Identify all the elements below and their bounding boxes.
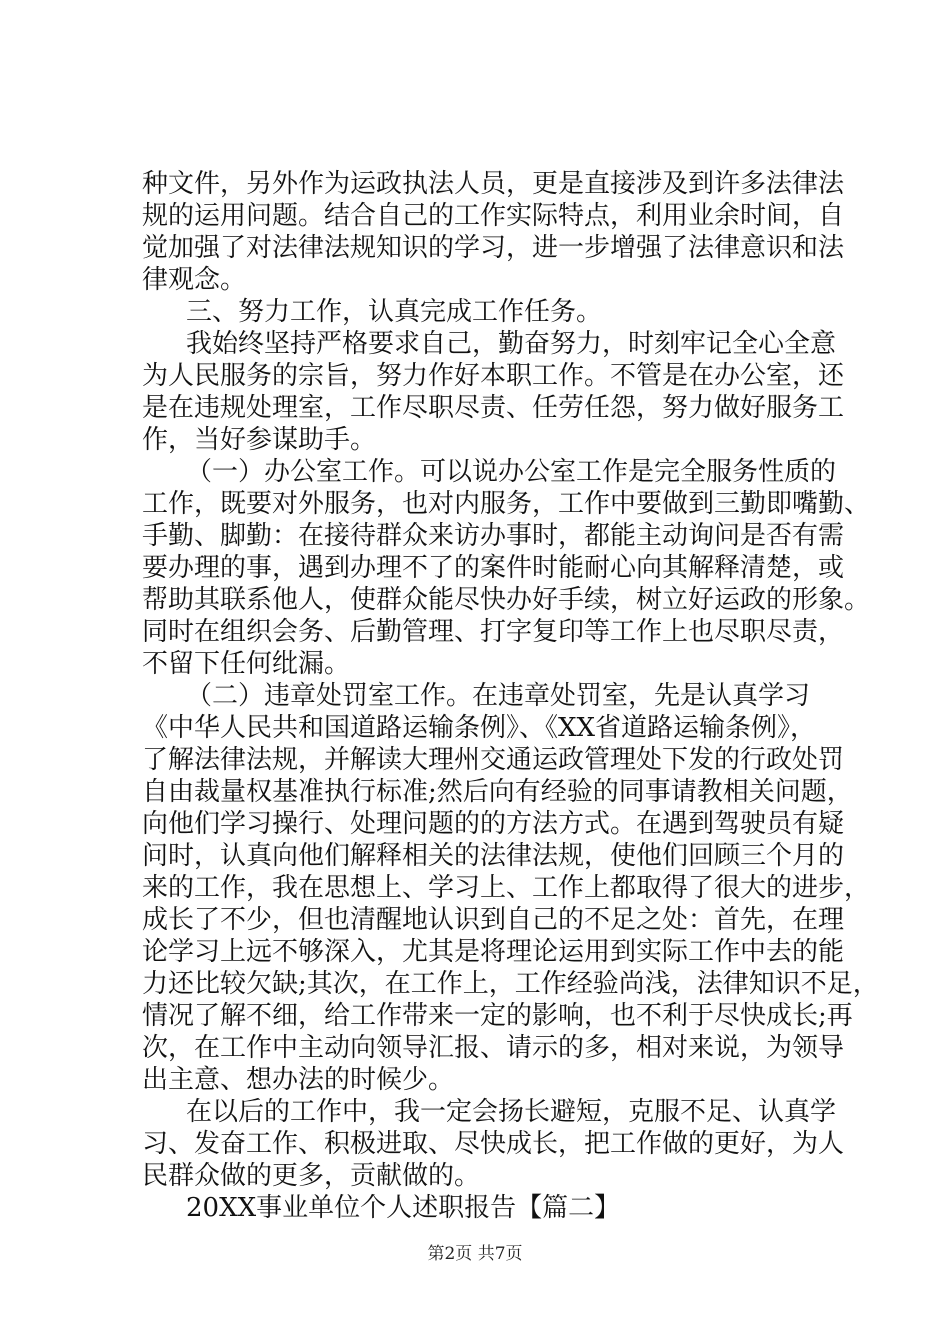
- text-line: 论学习上远不够深入，尤其是将理论运用到实际工作中去的能: [142, 937, 845, 967]
- text-line: 是在违规处理室，工作尽职尽责、任劳任怨，努力做好服务工: [142, 393, 845, 423]
- text-line: （一）办公室工作。可以说办公室工作是完全服务性质的: [186, 457, 837, 487]
- text-line: 为人民服务的宗旨，努力作好本职工作。不管是在办公室，还: [142, 361, 845, 391]
- text-line: 在以后的工作中，我一定会扬长避短，克服不足、认真学: [186, 1097, 837, 1127]
- text-line: 了解法律法规，并解读大理州交通运政管理处下发的行政处罚: [142, 745, 845, 775]
- text-line: 力还比较欠缺;其次，在工作上，工作经验尚浅，法律知识不足，: [142, 969, 879, 999]
- document-body: [142, 168, 879, 1224]
- text-line: 出主意、想办法的时候少。: [142, 1065, 455, 1095]
- text-line: 《中华人民共和国道路运输条例》、《XX省道路运输条例》，: [142, 713, 817, 743]
- page-number-footer: 第2页 共7页: [427, 1244, 523, 1264]
- text-line: 手勤、脚勤：在接待群众来访办事时，都能主动询问是否有需: [142, 521, 845, 551]
- text-line: 觉加强了对法律法规知识的学习，进一步增强了法律意识和法: [142, 233, 845, 263]
- text-line: 种文件，另外作为运政执法人员，更是直接涉及到许多法律法: [142, 169, 845, 199]
- text-line: 情况了解不细，给工作带来一定的影响，也不利于尽快成长;再: [142, 1001, 853, 1031]
- text-line: 自由裁量权基准执行标准;然后向有经验的同事请教相关问题，: [142, 777, 853, 807]
- text-line: 要办理的事，遇到办理不了的案件时能耐心向其解释清楚，或: [142, 553, 845, 583]
- text-line: 不留下任何纰漏。: [142, 649, 351, 679]
- text-line: （二）违章处罚室工作。在违章处罚室，先是认真学习: [186, 681, 811, 711]
- text-line: 同时在组织会务、后勤管理、打字复印等工作上也尽职尽责，: [142, 617, 845, 647]
- text-line: 习、发奋工作、积极进取、尽快成长，把工作做的更好，为人: [142, 1129, 845, 1159]
- text-line: 问时，认真向他们解释相关的法律法规，使他们回顾三个月的: [142, 841, 845, 871]
- text-line: 向他们学习操行、处理问题的的方法方式。在遇到驾驶员有疑: [142, 809, 845, 839]
- text-line: 次，在工作中主动向领导汇报、请示的多，相对来说，为领导: [142, 1033, 845, 1063]
- text-line: 来的工作，我在思想上、学习上、工作上都取得了很大的进步，: [142, 873, 871, 903]
- text-line: 作，当好参谋助手。: [142, 425, 377, 455]
- text-line: 我始终坚持严格要求自己，勤奋努力，时刻牢记全心全意: [186, 329, 837, 359]
- text-line: 规的运用问题。结合自己的工作实际特点，利用业余时间，自: [142, 201, 845, 231]
- text-line: 帮助其联系他人，使群众能尽快办好手续，树立好运政的形象。: [142, 585, 871, 615]
- text-line: 工作，既要对外服务，也对内服务，工作中要做到三勤即嘴勤、: [142, 489, 871, 519]
- section-heading: 三、努力工作，认真完成工作任务。: [186, 297, 603, 327]
- text-line: 民群众做的更多，贡献做的。: [142, 1161, 481, 1191]
- text-line: 律观念。: [142, 265, 247, 295]
- text-line: 成长了不少，但也清醒地认识到自己的不足之处：首先，在理: [142, 905, 845, 935]
- section-heading: 20XX事业单位个人述职报告【篇二】: [186, 1193, 621, 1223]
